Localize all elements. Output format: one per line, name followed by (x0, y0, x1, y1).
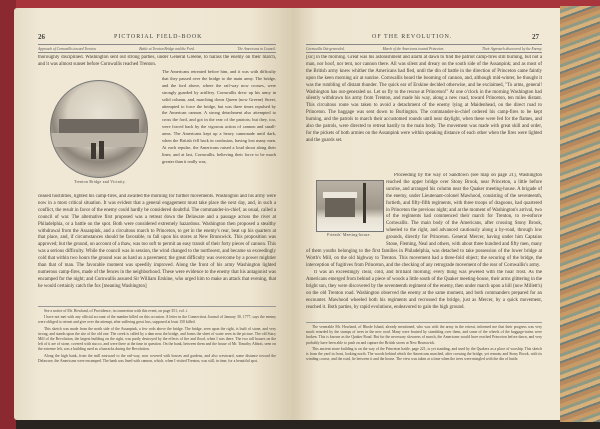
footnote: The venerable Mr. Howland, of Rhode Island, already mentioned, who was with the army in the retreat, informed me that their progress was very much retarded by the stumps of trees in the new road. Many were bruised by stumbling over them, and some of the wheels of the baggage-trains were broken. This is known as the Quaker Road. But for the necessary slowness of march, the Americans would have reached Princeton before dawn, and very probably have been able to push on and capture the British stores at New Brunswick. (306, 325, 542, 345)
body-text (38, 194, 276, 302)
footnotes (38, 306, 276, 413)
footnote: This ancient stone building is on the way of the Princeton battle, page 221, is yet standing, and used by the Quakers as a place of worship. This sketch is from the yard in front, looking north. The woods behind which the Americans marched, after crossing the bridge, yet remain; and Stony Brook, with its winding course, and the road, lie between it and the house. The view was taken at a time when the trees were mingled with the din of battle. (306, 346, 542, 362)
body-text-column: The Americans retreated before him, and it was with difficulty that they passed over the bridge to the main army. The bridge, and the ford above, where the rail-way now crosses, were strongly guarded by artillery. Cornwallis drew up his army in solid column, and, marching down Queen (now Greene) Street, attempted to force the bridge, but was three times repulsed by the American cannon. A strong detachment also attempted to cross the ford, and got in the rear of the patriots; but they, too, were forced back by the vigorous action of cannon and small-arms. The Americans kept up a heavy cannonade until dark, when the British fell back in confusion, having lost many men. At each repulse, the Americans raised a loud shout along their lines; and at last, Cornwallis, believing their force to be much greater than it really was, (162, 69, 276, 164)
page-title: PICTORIAL FIELD-BOOK (114, 34, 203, 40)
marbled-page-edge (560, 6, 600, 422)
page-number: 26 (38, 33, 45, 41)
paragraph: It was an exceedingly clear, cold, and brilliant morning; every thing was jeweled with the hoar frost. As the Americans emerged from behind a piece of woods a little south of the Quaker meeting-house, their arms glittering in the bright sun, they were discovered by the seventeenth regiment of the enemy, then under march upon a hill (now Millett's) on the old Trenton road. Washington observed the enemy at the same moment, and both commanders prepared for an encounter. Mawhood wheeled both his regiments and recrossed the bridge, just as Mercer, by a quick movement, reached it. Both parties, by rapid evolutions, endeavored to gain the high ground. (306, 270, 542, 310)
body-text-top (306, 55, 542, 173)
running-head-left: Cornwallis Out-generaled. (306, 46, 345, 51)
body-text-morning (306, 270, 542, 312)
page-number: 27 (532, 33, 539, 41)
paragraph: Proceeding by the way of Sandtown (see map on page 21), Washington reached the upper bridge over Stony Brook, near Princeton, a little before sunrise, and arranged his column near the Quaker meeting-house. A brigade of the enemy, under Lieutenant-colonel Mawhood, consisting of the seventeenth, fortieth, and fifty-fifth regiments, with three troops of dragoons, had quartered in Princeton the previous night; and at the moment of Washington's arrival, two of the regiments had commenced their march for Trenton, to re-enforce Cornwallis. The main body of the Americans, after crossing Stony Brook, wheeled to the right, and advanced cautiously along a by-road, through low grounds, directly for Princeton. General Mercer, having under him Captains Stone, Fleming, Neal and others, with about three hundred and fifty men, many of them youths belonging to the first families in Philadelphia, was detached to take possession of the lower bridge at Worth's Mill, on the old highway to Trenton. This movement had a three-fold object; the securing of the bridge, the interception of fugitives from Princeton, and the checking of any retrograde movement of the rear of Cornwallis's army. (306, 173, 542, 268)
figure-caption: Trenton Bridge and Vicinity. (74, 180, 126, 184)
running-head-left: Approach of Cornwallis toward Trenton. (38, 46, 97, 51)
footnotes (306, 322, 542, 417)
right-page (292, 8, 560, 420)
paragraph: ceased hostilities, lighted his camp-fires, and awaited the morning for further movements. Washington and his army were now in a most critical situation. It was evident that a general engagement must take place the next day, and, in such a conflict, the result in favor of the enemy could hardly be considered doubtful. The commander-in-chief, as usual, called a council of war. The alternative first proposed was a retreat down the Delaware and a passage across the river at Philadelphia, or a battle on the spot. Both were considered extremely hazardous. Washington then proposed a stealthy withdrawal from the Assanpink, and a circuitous march to Princeton, to get in the enemy's rear, beat up his quarters at that place, and, if circumstances should be favorable, to fall upon his stores at New Brunswick. This proposition was approved; but the ground, on account of a thaw, was too soft to permit an easy transit of their forty pieces of cannon. This was a serious difficulty. While the council was in session, the wind changed to the northwest, and became so exceedingly cold that within two hours the ground was as hard as a pavement; the great difficulty was overcome by a power mightier than that of man. The favorable moment was speedily improved. Along the front of his army Washington lighted numerous camp-fires, made of the fences in the neighborhood. These were evidence to the enemy that his antagonist was encamped for the night; and Cornwallis assured Sir William Erskine, who urged him to make an attack that evening, that he would certainly catch the fox [meaning Washington] (38, 194, 276, 289)
left-page (14, 8, 292, 420)
running-head-right: Their Approach discovered by the Enemy. (482, 46, 542, 51)
paragraph: [sic] in the morning. Great was his astonishment and alarm at dawn to find the patriot camp-fires still burning, but not a man, nor hoof, nor tent, nor cannon there. All was silent and dreary on the south side of the Assanpink; and as most of the British army knew whither the Americans had fled, until the din of battle in the direction of Princeton came faintly upon the keen morning air at sunrise. Cornwallis heard the booming of cannon, and, although mid-winter, he thought it was the rumbling of distant thunder. The quick ear of Erskine decided otherwise, and he exclaimed, "To arms, general! Washington has out-generaled us. Let us fly to the rescue at Princeton!" At one o'clock in the morning Washington had silently withdrawn his army from Trenton, and made his way, along a new road, toward Princeton, ten miles distant. This circuitous route was taken to avoid a detachment of the enemy lying at Maidenhead, on the direct road to Princeton. The baggage was sent down to Burlington. The commander-in-chief ordered his camp-fires to be kept burning, and the patrols to march their accustomed rounds until near daylight, when these were fed for the flames, and also the patrols, were directed to retreat hastily to the main body. The movement was made with great skill and order, for the pickets of both armies on the Assanpink were within speaking distance of each other when the fires were lighted and the guards set. (306, 55, 542, 143)
footnote: I have not met with any official account of the number killed on this occasion. A letter in the Connecticut Journal of January 30, 1777, says the enemy were obliged to retreat and give over the attempt, after suffering great loss, supposed at least 150 killed. (38, 315, 276, 325)
figure-caption: Friends' Meeting-house. (327, 233, 371, 237)
running-head-center: Battle at Trenton Bridge and the Ford. (139, 46, 195, 51)
trenton-bridge-engraving (50, 80, 148, 178)
running-head-right: The Americans in Council. (237, 46, 276, 51)
footnote: See a notice of Mr. Howland, of Providence, in connection with this event, on page 351, vol. i. (44, 309, 188, 313)
page-title: OF THE REVOLUTION. (372, 34, 453, 40)
running-head (306, 44, 542, 53)
footnote: This sketch was made from the north side of the Assanpink, a few rods above the bridge. The bridge, seen upon the right, is built of stone, and very strong, and stands upon the site of the old one. The creek is called by a dam near the bridge, and forms the sheet of water seen in the picture. The old Stacy Mill of the Revolution, the largest building on the right, was partly destroyed by the effects of fire and flood, when I was there. The two tall houses on the left of it are of stone, covered with stucco, and were there at the time in question. On the bank, between them and the house of Mr. Timothy Abbott, seen on the extreme left, was a building used as a barracks during the Revolution. (38, 326, 276, 352)
running-head (38, 44, 276, 53)
body-text-top (38, 55, 276, 69)
footnote: Along the high bank, from the mill eastward to the rail-way, now covered with houses and gardens, and also westward, some distance toward the Delaware, the Americans were encamped. The bank was lined with cannon, which, when I visited Trenton, was still, in time, for a beautiful spot. (38, 353, 276, 363)
paragraph: thoroughly disciplined. Washington sent out strong parties, under General Greene, to harass the enemy on their march, and it was almost sunset before Cornwallis reached Trenton. (38, 55, 276, 67)
running-head-center: March of the Americans toward Princeton. (382, 46, 445, 51)
